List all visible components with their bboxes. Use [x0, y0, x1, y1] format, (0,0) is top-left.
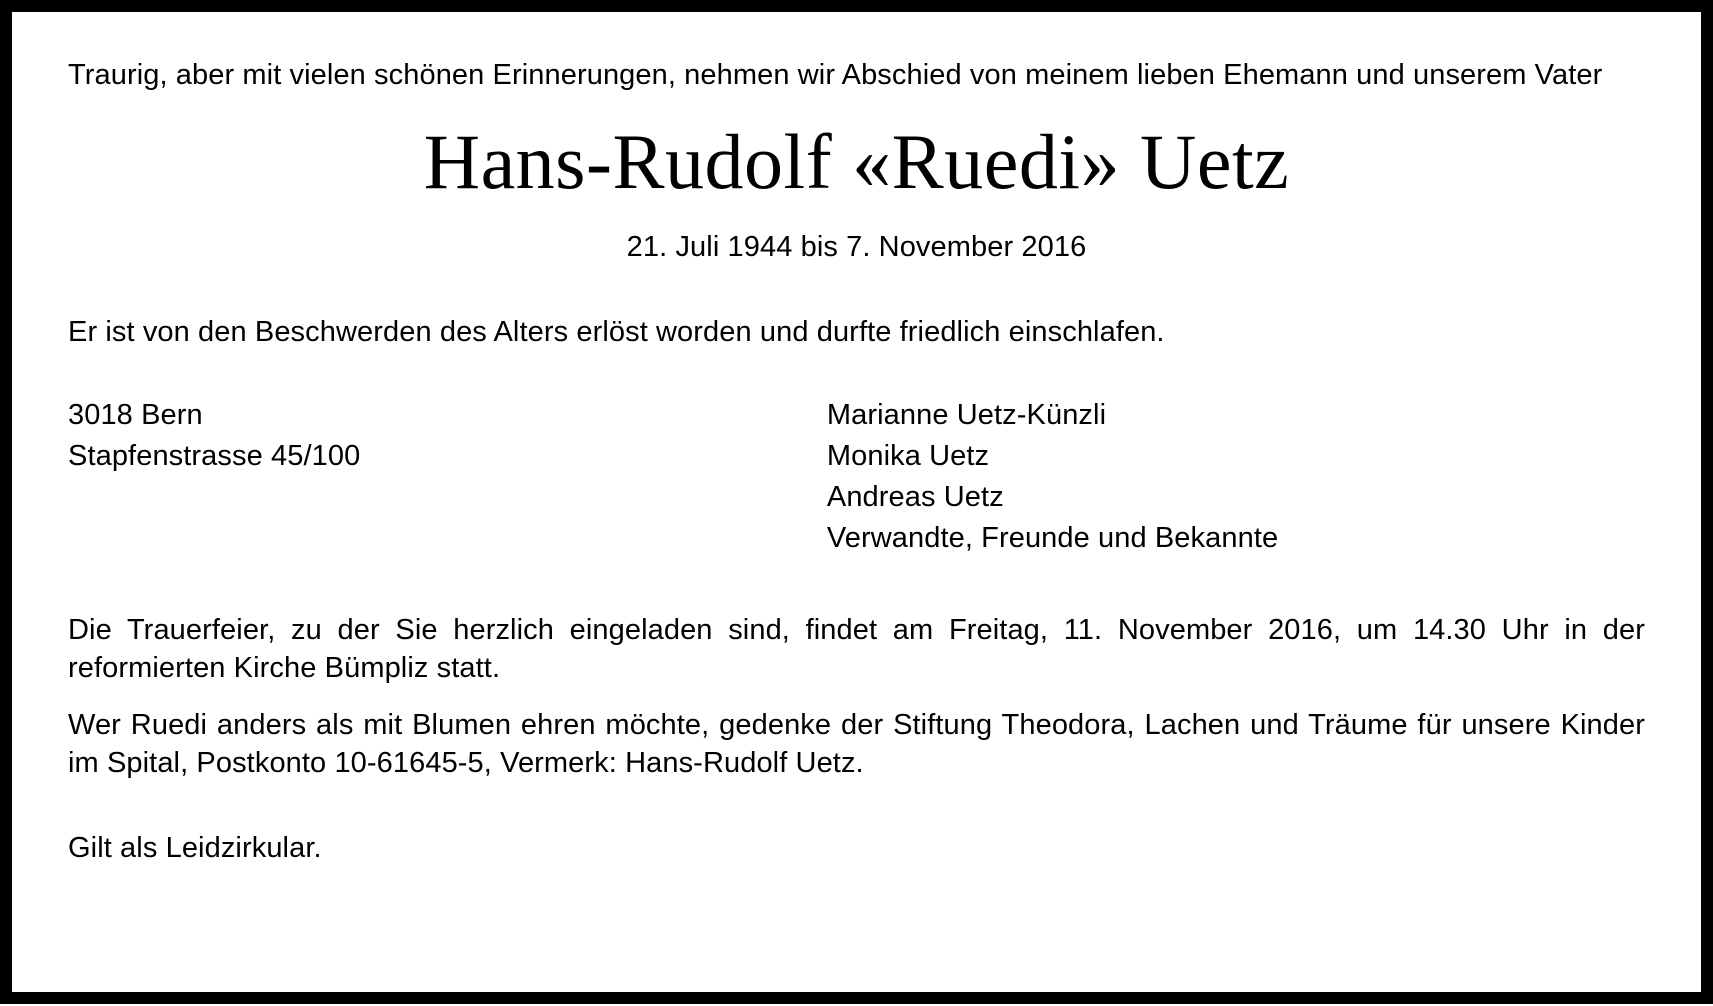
details-columns	[64, 395, 1649, 560]
donation-paragraph: Wer Ruedi anders als mit Blumen ehren möchte, gedenke der Stiftung Theodora, Lachen und Träume für unsere Kinder im Spital, Postkonto 10-61645-5, Vermerk: Hans-Rudolf Uetz.	[68, 708, 1645, 779]
address-line-city: 3018 Bern	[68, 398, 203, 431]
address-line-street: Stapfenstrasse 45/100	[68, 439, 361, 472]
survivor-name: Verwandte, Freunde und Bekannte	[826, 522, 1279, 555]
intro-paragraph: Traurig, aber mit vielen schönen Erinnerungen, nehmen wir Abschied von meinem lieben Ehemann und unserem Vater	[68, 59, 1603, 91]
survivors-block	[827, 395, 1649, 560]
address-block	[64, 395, 827, 560]
deceased-name: Hans-Rudolf «Ruedi» Uetz	[423, 118, 1290, 206]
name-block	[64, 120, 1649, 204]
survivor-name: Andreas Uetz	[826, 480, 1004, 513]
passing-note: Er ist von den Beschwerden des Alters erlöst worden und durfte friedlich einschlafen.	[68, 315, 1165, 348]
survivor-name: Monika Uetz	[826, 439, 990, 472]
survivor-name: Marianne Uetz-Künzli	[826, 398, 1107, 431]
life-dates: 21. Juli 1944 bis 7. November 2016	[626, 230, 1087, 263]
obituary-content	[64, 56, 1649, 1006]
funeral-service-paragraph: Die Trauerfeier, zu der Sie herzlich eingeladen sind, findet am Freitag, 11. November 2016, um 14.30 Uhr in der reformierten Kirche Bümpliz statt.	[68, 614, 1645, 685]
closing-note: Gilt als Leidzirkular.	[68, 832, 322, 865]
